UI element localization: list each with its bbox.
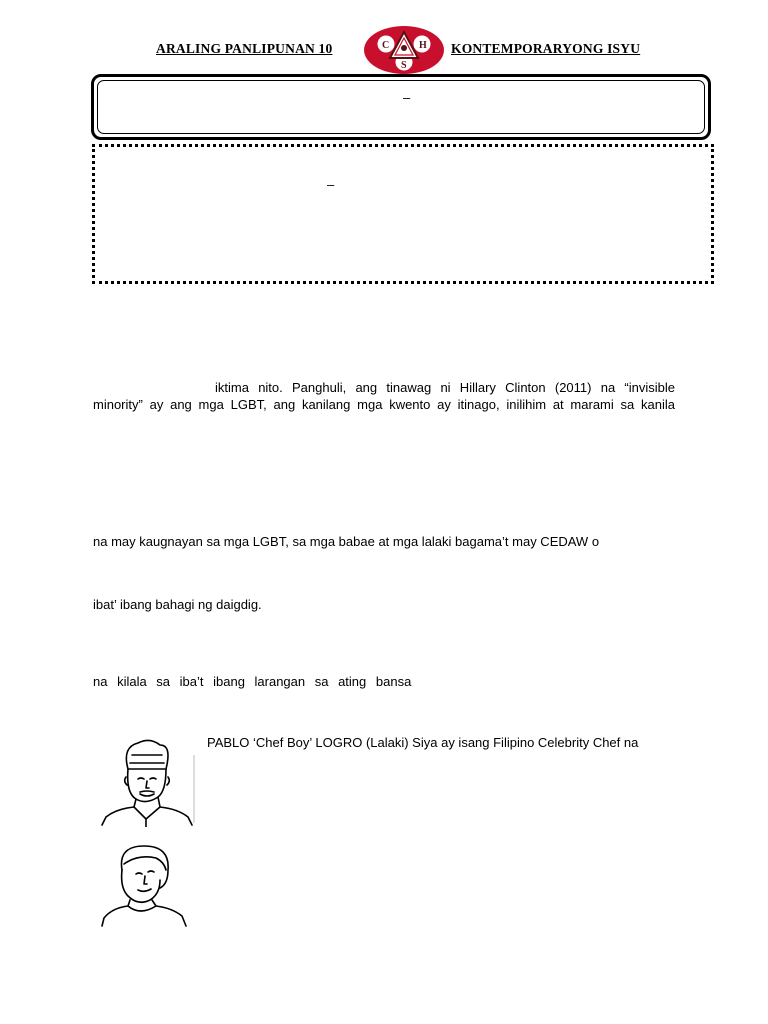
school-logo [362, 24, 446, 76]
logo-letter-c: C [382, 40, 390, 51]
paragraph-line-1: iktima nito. Panghuli, ang tinawag ni Hillary Clinton (2011) na “invisible [215, 380, 675, 395]
header-left-title: ARALING PANLIPUNAN 10 [156, 41, 333, 56]
chef-illustration [98, 735, 196, 827]
woman-illustration [98, 840, 190, 928]
logo-letter-s: S [401, 60, 407, 71]
title-dash: – [403, 90, 411, 105]
title-box [91, 74, 711, 140]
chef-description: PABLO ‘Chef Boy’ LOGRO (Lalaki) Siya ay isang Filipino Celebrity Chef na [207, 735, 639, 750]
paragraph-line-5: na kilala sa iba’t ibang larangan sa ating bansa [93, 674, 412, 689]
paragraph-line-3: na may kaugnayan sa mga LGBT, sa mga babae at mga lalaki bagama’t may CEDAW o [93, 534, 600, 549]
dotted-box-dash: – [327, 177, 335, 192]
logo-letter-h: H [419, 40, 427, 51]
header-right-title: KONTEMPORARYONG ISYU [451, 41, 641, 56]
paragraph-line-2: minority” ay ang mga LGBT, ang kanilang mga kwento ay itinago, inilihim at marami sa kanila [93, 397, 675, 412]
paragraph-line-4: ibat’ ibang bahagi ng daigdig. [93, 597, 262, 612]
dotted-objectives-box [92, 144, 714, 284]
